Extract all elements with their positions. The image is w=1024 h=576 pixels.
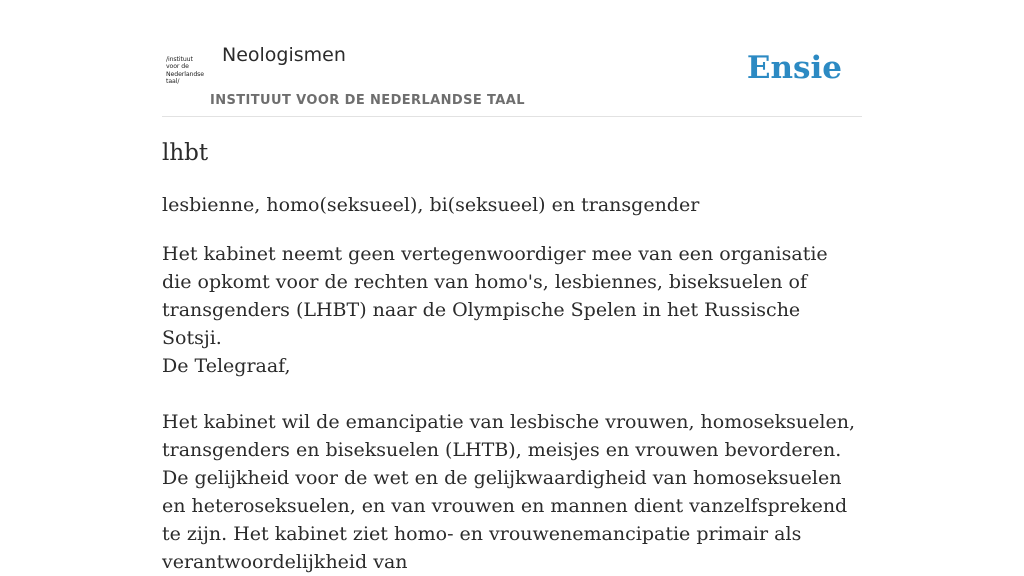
entry-term: lhbt	[162, 140, 209, 166]
citation-spacer	[162, 380, 862, 408]
site-subtitle: INSTITUUT VOOR DE NEDERLANDSE TAAL	[210, 93, 525, 108]
citation-quote: Het kabinet neemt geen vertegenwoordiger mee van een organisatie die opkomt voor de rechten van homo's, lesbiennes, biseksuelen of transgenders (LHBT) naar de Olympische Spelen in het Russische Sotsji.	[162, 243, 828, 349]
citation-quote: Het kabinet wil de emancipatie van lesbische vrouwen, homoseksuelen, transgenders en biseksuelen (LHTB), meisjes en vrouwen bevorderen. De gelijkheid voor de wet en de gelijkwaardigheid van homoseksuelen en heteroseksuelen, en van vrouwen en mannen dient vanzelfsprekend te zijn. Het kabinet ziet homo- en vrouwenemancipatie primair als verantwoordelijkheid van	[162, 411, 855, 573]
ensie-brand-link[interactable]: Ensie	[746, 50, 842, 86]
site-name[interactable]: Neologismen	[222, 44, 346, 66]
citations	[162, 240, 862, 576]
citation-source: De Telegraaf,	[162, 355, 291, 377]
ivdnt-logo[interactable]: /instituut voor de Nederlandse taal/	[166, 56, 205, 86]
site-header	[162, 0, 862, 117]
page-content	[162, 0, 862, 573]
entry-definition: lesbienne, homo(seksueel), bi(seksueel) en transgender	[162, 194, 700, 216]
